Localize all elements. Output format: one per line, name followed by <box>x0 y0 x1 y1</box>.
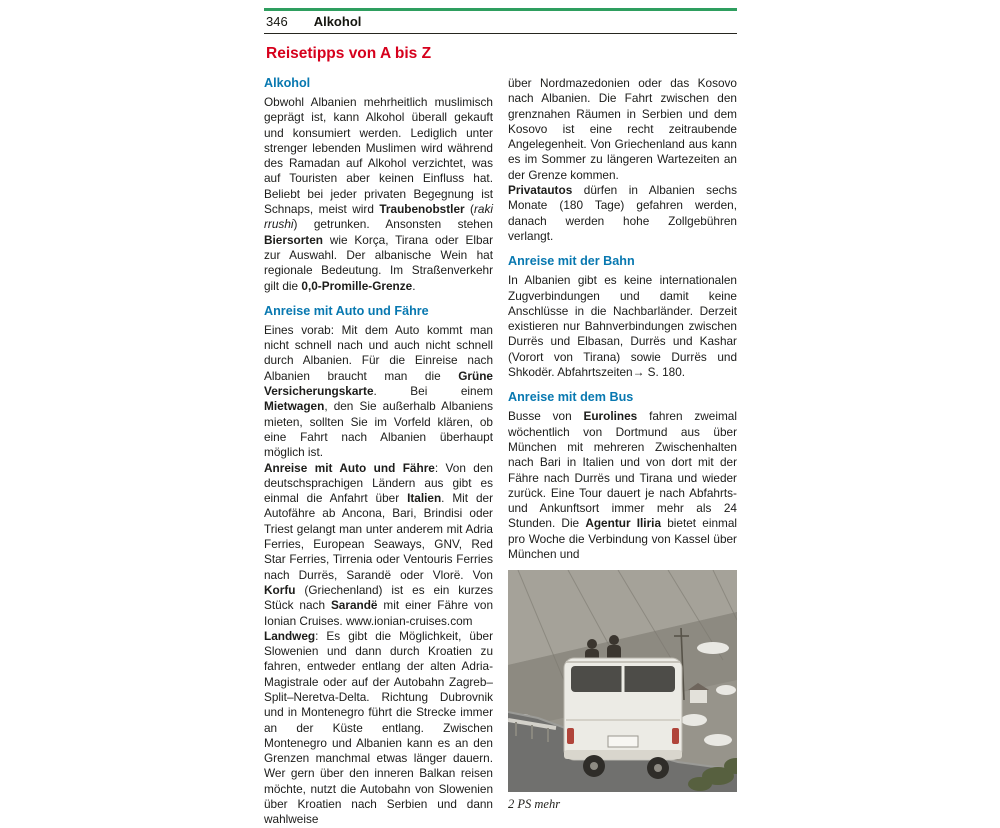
chapter-title: Alkohol <box>313 14 362 29</box>
section-heading: Anreise mit dem Bus <box>508 390 634 405</box>
left-column <box>264 76 493 828</box>
page-title: Reisetipps von A bis Z <box>266 45 432 62</box>
page-header <box>264 8 737 34</box>
running-head <box>264 11 737 33</box>
right-column <box>508 76 737 812</box>
photo-van-taillight-right <box>672 728 679 744</box>
section-heading: Anreise mit der Bahn <box>508 254 635 269</box>
right-column-text <box>508 76 737 562</box>
paragraph: Eines vorab: Mit dem Auto kommt man nicht schnell nach und auch nicht schnell durch Albanien. Für die Einreise nach Albanien braucht man die Grüne Versicherungskarte. Bei einem Mietwagen, den Sie außerhalb Albaniens mieten, sollten Sie im Vorfeld klären, ob eine Fahrt nach Albanien überhaupt möglich ist. <box>264 322 493 460</box>
header-rule-bottom <box>264 33 737 34</box>
paragraph: Privatautos dürfen in Albanien sechs Monate (180 Tage) gefahren werden, danach werden hohe Zollgebühren verlangt. <box>508 183 737 243</box>
section-heading: Alkohol <box>264 76 311 90</box>
photo-image <box>508 570 737 792</box>
photo-caption: 2 PS mehr <box>508 797 561 812</box>
paragraph: Landweg: Es gibt die Möglichkeit, über Slowenien und dann durch Kroatien zu fahren, entweder entlang der alten Adria-Magistrale oder auf der Autobahn Zagreb–Split–Neretva-Delta. Richtung Dubrovnik und in Montenegro führt die Strecke immer an der Küste entlang. Zwischen Montenegro und Albanien kann es an den Grenzen manchmal etwas länger dauern. Wer gern über den inneren Balkan reisen möchte, nutzt die Autobahn von Slowenien über Kroatien nach Serbien und dann wahlweise <box>264 628 493 827</box>
photo-van-taillight-left <box>567 728 574 744</box>
paragraph: In Albanien gibt es keine internationalen Zugverbindungen und damit keine Anschlüsse in die Nachbarländer. Derzeit existieren nur Bahnverbindungen zwischen Durrës und Elbasan, Durrës und Kashar (Vorort von Tirana) sowie Durrës und Shkodër. Abfahrtszeiten→ S. 180. <box>508 273 737 380</box>
paragraph: Busse von Eurolines fahren zweimal wöchentlich von Dortmund aus über München mit mehreren Zwischenhalten nach Bari in Italien und von dort mit der Fähre nach Durrës und Tirana und wieder zurück. Eine Tour dauert je nach Abfahrts- und Ankunftsort immer mehr als 24 Stunden. Die Agentur Iliria bietet einmal pro Woche die Verbindung von Kassel über München und <box>508 409 738 562</box>
paragraph: über Nordmazedonien oder das Kosovo nach Albanien. Die Fahrt zwischen den grenznahen Räumen in Serbien und dem Kosovo ist eine recht zeitraubende Angelegenheit. Von Griechenland aus kann es im Sommer zu längeren Wartezeiten an der Grenze kommen. <box>508 76 737 182</box>
paragraph: Obwohl Albanien mehrheitlich muslimisch geprägt ist, kann Alkohol überall gekauft und konsumiert werden. Lediglich unter strenger lebenden Muslimen wird während des Ramadan auf Alkohol verzichtet, was auf Touristen aber keinen Einfluss hat. Beliebt bei jeder privaten Begegnung ist Schnaps, meist wird Traubenobstler (raki rrushi) getrunken. Ansonsten stehen Biersorten wie Korça, Tirana oder Elbar zur Auswahl. Der albanische Wein hat regionale Bedeutung. Im Straßenverkehr gilt die 0,0-Promille-Grenze. <box>264 95 493 293</box>
book-page <box>264 8 737 828</box>
left-column-text <box>264 76 493 828</box>
photo-figure <box>508 570 737 812</box>
text-columns <box>264 76 737 828</box>
section-heading: Anreise mit Auto und Fähre <box>264 303 429 318</box>
paragraph: Anreise mit Auto und Fähre: Von den deutschsprachigen Ländern aus gibt es einmal die Anfahrt über Italien. Mit der Autofähre ab Ancona, Bari, Brindisi oder Triest gelangt man unter anderem mit Adria Ferries, European Seaways, GNV, Red Star Ferries, Tirrenia oder Ventouris Ferries nach Durrës, Sarandë oder Vlorë. Von Korfu (Griechenland) ist es ein kurzes Stück nach Sarandë mit einer Fähre von Ionian Cruises. www.ionian-cruises.com <box>264 460 493 628</box>
page-number: 346 <box>266 14 288 29</box>
photo-van-bumper <box>564 750 682 759</box>
photo-license-plate <box>608 736 638 747</box>
